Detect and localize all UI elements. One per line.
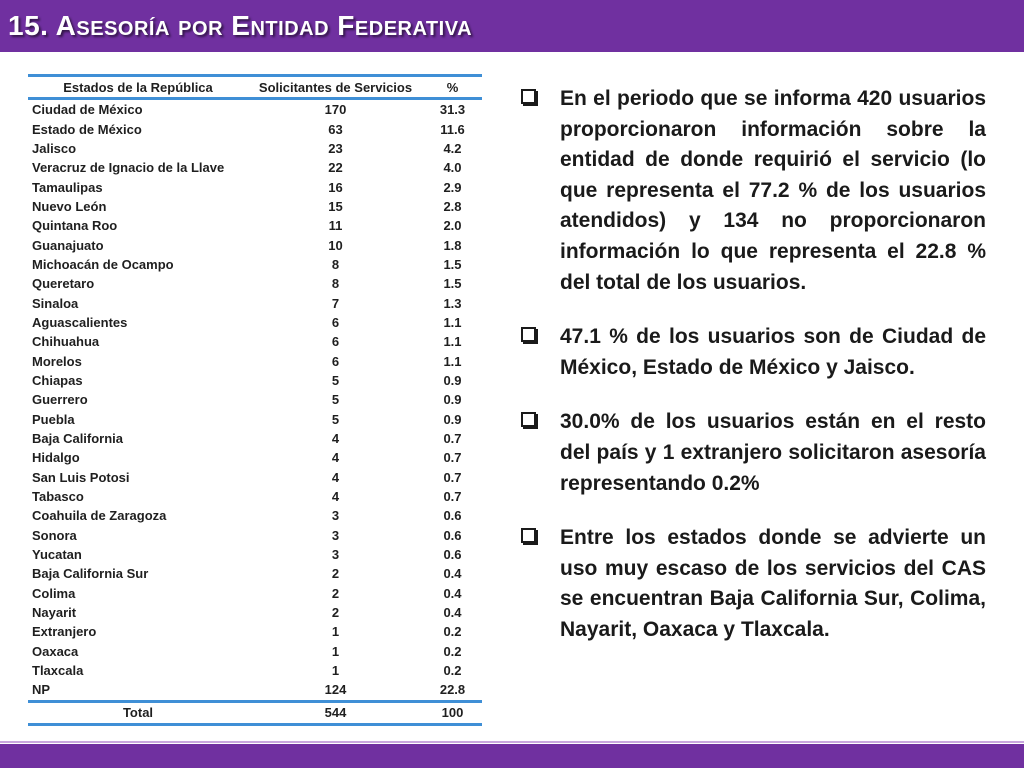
state-name: Jalisco (32, 140, 77, 156)
table-row (28, 584, 482, 603)
states-table-container (28, 74, 482, 726)
applicants-count: 4 (331, 450, 340, 466)
percent-value: 0.7 (443, 431, 462, 447)
table-row (28, 410, 482, 429)
table-row (28, 642, 482, 661)
applicants-count: 23 (328, 140, 343, 156)
percent-value: 31.3 (439, 102, 466, 118)
slide-title: 15. Asesoría por Entidad Federativa (8, 10, 473, 41)
percent-value: 0.2 (443, 663, 462, 679)
applicants-count: 5 (331, 411, 340, 427)
table-row (28, 293, 482, 312)
percent-value: 0.6 (443, 547, 462, 563)
state-name: NP (32, 682, 51, 698)
table-body (28, 99, 482, 702)
percent-value: 1.8 (443, 237, 462, 253)
percent-value: 4.0 (443, 160, 462, 176)
bullet-item (518, 407, 986, 499)
percent-value: 0.7 (443, 450, 462, 466)
table-row (28, 390, 482, 409)
state-name: Puebla (32, 411, 75, 427)
table-row (28, 119, 482, 138)
bullet-item (518, 322, 986, 383)
applicants-count: 1 (331, 624, 340, 640)
percent-value: 0.4 (443, 566, 462, 582)
state-name: Hidalgo (32, 450, 80, 466)
state-name: Extranjero (32, 624, 97, 640)
checkbox-bullet-icon (521, 412, 536, 427)
percent-value: 22.8 (439, 682, 466, 698)
percent-value: 0.9 (443, 372, 462, 388)
header-applicants: Solicitantes de Servicios (248, 76, 423, 99)
bullet-text: 30.0% de los usuarios están en el resto del país y 1 extranjero solicitaron asesoría representando 0.2% (560, 410, 986, 495)
bullet-item (518, 523, 986, 645)
table-row (28, 371, 482, 390)
applicants-count: 2 (331, 585, 340, 601)
table-row (28, 216, 482, 235)
applicants-count: 4 (331, 489, 340, 505)
percent-value: 1.1 (443, 334, 462, 350)
applicants-count: 6 (331, 353, 340, 369)
applicants-count: 7 (331, 295, 340, 311)
percent-value: 1.5 (443, 276, 462, 292)
header-percent: % (423, 76, 482, 99)
applicants-count: 22 (328, 160, 343, 176)
percent-value: 0.9 (443, 392, 462, 408)
applicants-count: 10 (328, 237, 343, 253)
applicants-count: 8 (331, 256, 340, 272)
applicants-count: 4 (331, 469, 340, 485)
table-row (28, 564, 482, 583)
percent-value: 0.9 (443, 411, 462, 427)
states-table (28, 74, 482, 726)
applicants-count: 2 (331, 605, 340, 621)
state-name: Sinaloa (32, 295, 79, 311)
table-row (28, 255, 482, 274)
percent-value: 0.6 (443, 527, 462, 543)
table-row (28, 197, 482, 216)
applicants-count: 170 (324, 102, 347, 118)
state-name: Colima (32, 585, 76, 601)
table-row (28, 235, 482, 254)
table-row (28, 661, 482, 680)
bullet-text: En el periodo que se informa 420 usuarios proporcionaron información sobre la entidad de donde requirió el servicio (lo que representa el 77.2 % de los usuarios atendidos) y 134 no proporcionaron información lo que representa el 22.8 % del total de los usuarios. (560, 87, 986, 294)
total-percent: 100 (423, 701, 482, 724)
state-name: Yucatan (32, 547, 82, 563)
applicants-count: 3 (331, 508, 340, 524)
state-name: Nayarit (32, 605, 77, 621)
table-row (28, 177, 482, 196)
percent-value: 1.1 (443, 353, 462, 369)
header-states: Estados de la República (28, 76, 248, 99)
checkbox-bullet-icon (521, 528, 536, 543)
table-row (28, 429, 482, 448)
checkbox-bullet-icon (521, 327, 536, 342)
total-label: Total (28, 701, 248, 724)
table-row (28, 158, 482, 177)
state-name: Michoacán de Ocampo (32, 256, 174, 272)
table-row (28, 622, 482, 641)
table-total-row (28, 701, 482, 724)
table-row (28, 506, 482, 525)
state-name: Chihuahua (32, 334, 100, 350)
table-row (28, 351, 482, 370)
percent-value: 0.6 (443, 508, 462, 524)
table-header-row (28, 76, 482, 99)
state-name: San Luis Potosi (32, 469, 130, 485)
applicants-count: 1 (331, 643, 340, 659)
percent-value: 0.2 (443, 624, 462, 640)
percent-value: 0.4 (443, 585, 462, 601)
table-row (28, 313, 482, 332)
applicants-count: 1 (331, 663, 340, 679)
state-name: Tlaxcala (32, 663, 84, 679)
applicants-count: 2 (331, 566, 340, 582)
state-name: Tamaulipas (32, 179, 103, 195)
applicants-count: 16 (328, 179, 343, 195)
table-row (28, 99, 482, 120)
table-row (28, 545, 482, 564)
percent-value: 1.3 (443, 295, 462, 311)
applicants-count: 11 (328, 218, 343, 234)
percent-value: 0.4 (443, 605, 462, 621)
state-name: Guanajuato (32, 237, 104, 253)
checkbox-bullet-icon (521, 89, 536, 104)
table-row (28, 603, 482, 622)
state-name: Quintana Roo (32, 218, 118, 234)
applicants-count: 5 (331, 372, 340, 388)
percent-value: 1.5 (443, 256, 462, 272)
state-name: Aguascalientes (32, 314, 128, 330)
bullet-text: Entre los estados donde se advierte un uso muy escaso de los servicios del CAS se encuentran Baja California Sur, Colima, Nayarit, Oaxaca y Tlaxcala. (560, 526, 986, 641)
state-name: Oaxaca (32, 643, 79, 659)
applicants-count: 6 (331, 334, 340, 350)
table-row (28, 680, 482, 701)
percent-value: 2.8 (443, 198, 462, 214)
table-row (28, 526, 482, 545)
state-name: Sonora (32, 527, 77, 543)
state-name: Veracruz de Ignacio de la Llave (32, 160, 225, 176)
table-row (28, 448, 482, 467)
state-name: Nuevo León (32, 198, 107, 214)
total-applicants: 544 (248, 701, 423, 724)
percent-value: 2.9 (443, 179, 462, 195)
applicants-count: 3 (331, 547, 340, 563)
percent-value: 2.0 (443, 218, 462, 234)
applicants-count: 124 (324, 682, 347, 698)
state-name: Morelos (32, 353, 82, 369)
applicants-count: 4 (331, 431, 340, 447)
applicants-count: 63 (328, 121, 343, 137)
percent-value: 4.2 (443, 140, 462, 156)
state-name: Chiapas (32, 372, 83, 388)
title-bar (0, 0, 1024, 52)
table-row (28, 274, 482, 293)
percent-value: 0.7 (443, 489, 462, 505)
applicants-count: 3 (331, 527, 340, 543)
state-name: Guerrero (32, 392, 88, 408)
table-row (28, 468, 482, 487)
state-name: Estado de México (32, 121, 142, 137)
applicants-count: 6 (331, 314, 340, 330)
percent-value: 1.1 (443, 314, 462, 330)
table-row (28, 139, 482, 158)
percent-value: 0.7 (443, 469, 462, 485)
percent-value: 0.2 (443, 643, 462, 659)
state-name: Baja California Sur (32, 566, 149, 582)
state-name: Ciudad de México (32, 102, 143, 118)
footer-bar (0, 744, 1024, 768)
applicants-count: 5 (331, 392, 340, 408)
table-row (28, 487, 482, 506)
percent-value: 11.6 (440, 121, 465, 137)
state-name: Tabasco (32, 489, 84, 505)
table-row (28, 332, 482, 351)
footer-divider (0, 741, 1024, 743)
bullet-item (518, 84, 986, 298)
bullet-text: 47.1 % de los usuarios son de Ciudad de México, Estado de México y Jaisco. (560, 325, 986, 379)
state-name: Queretaro (32, 276, 95, 292)
bullet-list (518, 84, 986, 670)
applicants-count: 15 (328, 198, 343, 214)
applicants-count: 8 (331, 276, 340, 292)
state-name: Coahuila de Zaragoza (32, 508, 167, 524)
state-name: Baja California (32, 431, 124, 447)
